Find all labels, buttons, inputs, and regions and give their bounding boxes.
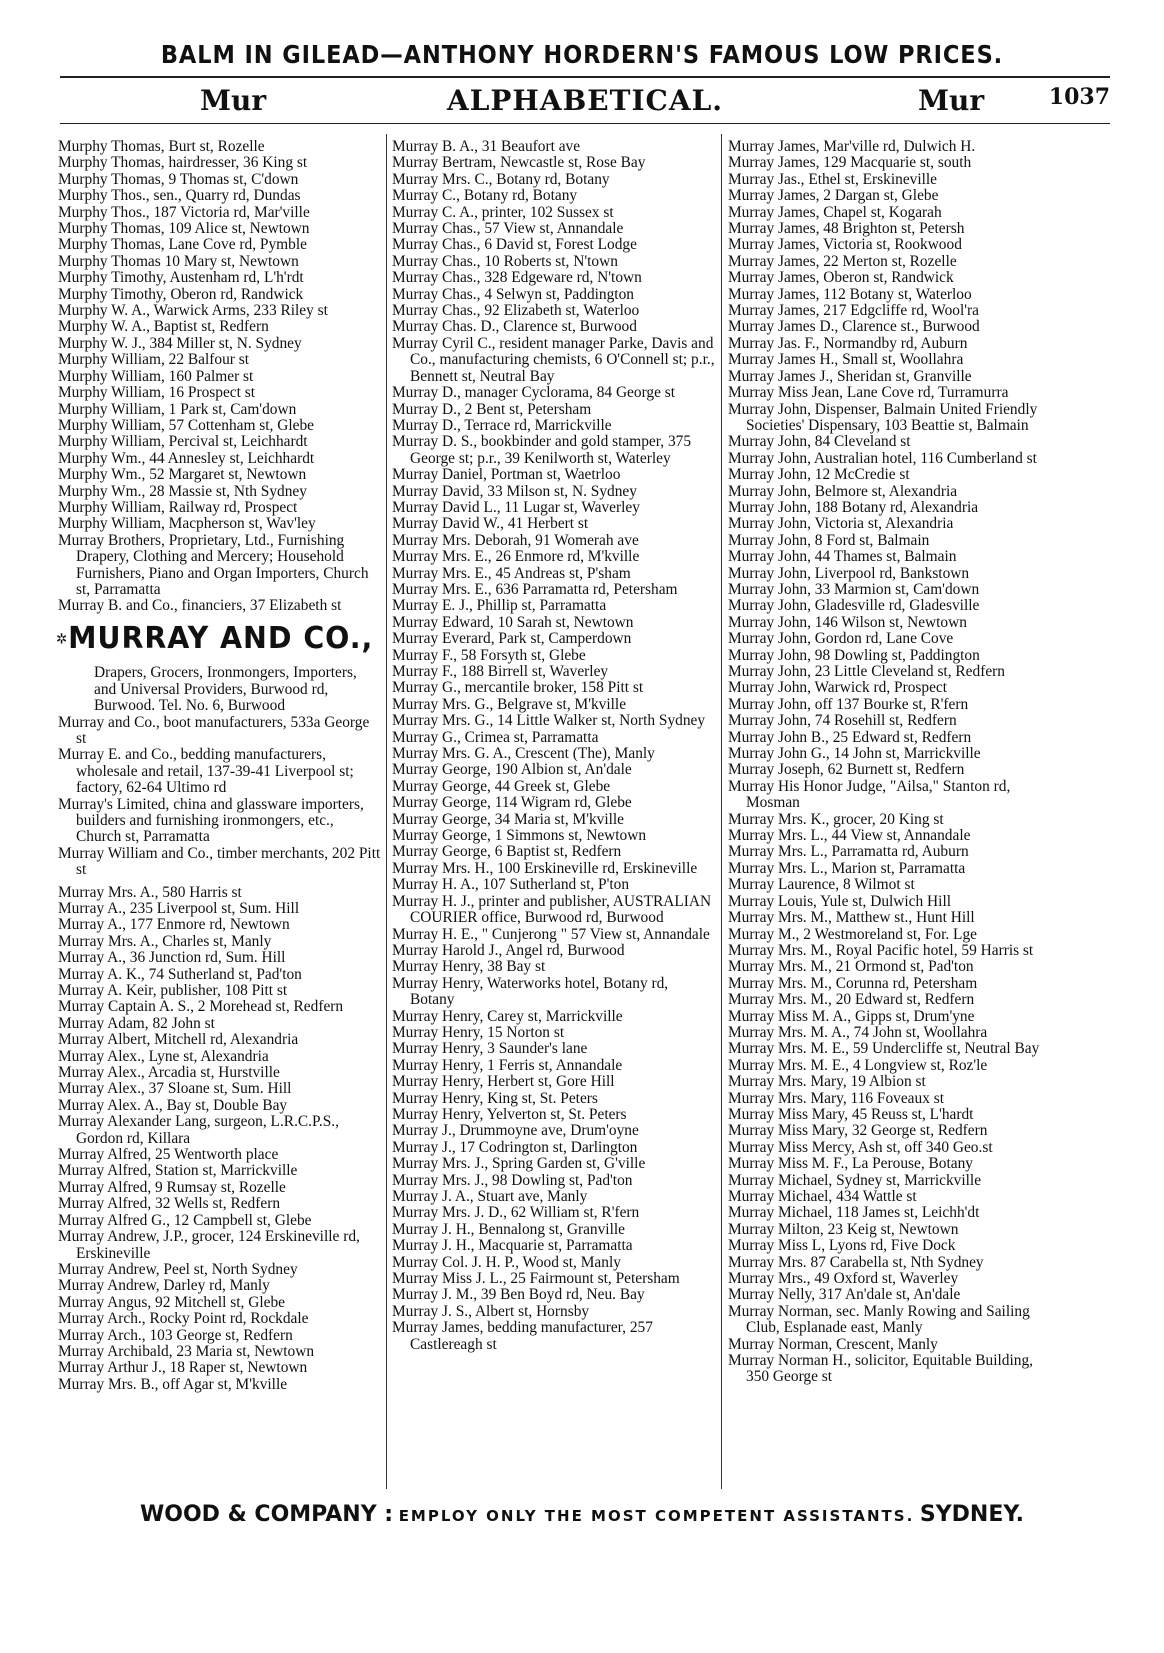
advertising-banner: BALM IN GILEAD—ANTHONY HORDERN'S FAMOUS LOW PRICES. [160, 40, 1004, 69]
header-title: ALPHABETICAL. [446, 84, 724, 117]
directory-entry: Murray J. H., Bennalong st, Granville [392, 1220, 625, 1238]
directory-entry: Murray Mrs. C., Botany rd, Botany [392, 170, 610, 188]
entry-list-1b [58, 715, 382, 879]
directory-entry: Murphy Thos., sen., Quarry rd, Dundas [58, 187, 301, 205]
directory-entry: Murray B. and Co., financiers, 37 Elizabeth st [58, 597, 342, 615]
directory-entry: Murray J. S., Albert st, Hornsby [392, 1302, 590, 1320]
directory-entry: Murray Alfred, 25 Wentworth place [58, 1146, 279, 1164]
directory-entry: Murphy Thomas, 109 Alice st, Newtown [58, 220, 310, 238]
directory-entry: Murray Chas., 10 Roberts st, N'town [392, 252, 618, 270]
directory-entry: Murray E. J., Phillip st, Parramatta [392, 597, 607, 615]
directory-entry: Murray Jas. F., Normandby rd, Auburn [728, 334, 968, 352]
directory-entry: Murray's Limited, china and glassware importers, builders and furnishing ironmongers, etc., Church st, Parramatta [58, 795, 364, 846]
directory-entry: Murray Henry, Waterworks hotel, Botany rd, Botany [392, 974, 669, 1009]
directory-entry: Murray Mrs. J. D., 62 William st, R'fern [392, 1204, 640, 1222]
directory-entry: Murray James, 112 Botany st, Waterloo [728, 285, 972, 303]
directory-entry: Murphy William, Railway rd, Prospect [58, 498, 298, 516]
entry-list-1c [58, 885, 382, 1394]
directory-entry: Murray Mrs. M. E., 4 Longview st, Roz'le [728, 1056, 988, 1074]
directory-entry: Murray Mrs. E., 26 Enmore rd, M'kville [392, 548, 640, 566]
directory-entry: Murray Alfred, 9 Rumsay st, Rozelle [58, 1178, 286, 1196]
directory-entry: Murray Mrs. M., Corunna rd, Petersham [728, 974, 978, 992]
directory-entry: Murray Mrs. G., 14 Little Walker st, North Sydney [392, 712, 706, 730]
directory-entry: Murray Mrs. G. A., Crescent (The), Manly [392, 745, 655, 763]
column-2 [392, 139, 716, 1353]
directory-entry: Murray C. A., printer, 102 Sussex st [392, 203, 614, 221]
directory-entry: Murray Jas., Ethel st, Erskineville [728, 170, 938, 188]
directory-entry: Murray John B., 25 Edward st, Redfern [728, 728, 972, 746]
directory-entry: Murphy Timothy, Oberon rd, Randwick [58, 285, 304, 303]
directory-entry: Murray John, Victoria st, Alexandria [728, 515, 954, 533]
directory-entry: Murray James, Chapel st, Kogarah [728, 203, 942, 221]
directory-entry: Murray William and Co., timber merchants, 202 Pitt st [58, 844, 381, 879]
directory-entry: Murphy William, Macpherson st, Wav'ley [58, 515, 316, 533]
directory-entry: Murray J. A., Stuart ave, Manly [392, 1188, 588, 1205]
header-left-index: Mur [200, 84, 267, 117]
directory-entry: Murray John, 146 Wilson st, Newtown [728, 613, 967, 631]
directory-entry: Murray Miss J. L., 25 Fairmount st, Petersham [392, 1270, 680, 1288]
directory-entry: Murray John, Dispenser, Balmain United Friendly Societies' Dispensary, 103 Beattie st, Balmain [728, 400, 1038, 434]
directory-entry: Murray Miss M. F., La Perouse, Botany [728, 1155, 974, 1173]
directory-entry: Murray Angus, 92 Mitchell st, Glebe [58, 1293, 285, 1311]
directory-entry: Murray Mrs. J., 98 Dowling st, Pad'ton [392, 1171, 633, 1189]
directory-entry: Murray Chas., 4 Selwyn st, Paddington [392, 285, 634, 303]
directory-entry: Murphy Thomas, Burt st, Rozelle [58, 138, 265, 155]
directory-entry: Murray Mrs. J., Spring Garden st, G'ville [392, 1155, 646, 1173]
directory-entry: Murphy Wm., 28 Massie st, Nth Sydney [58, 482, 307, 500]
page-header [60, 84, 1110, 120]
directory-entry: Murray John, Gordon rd, Lane Cove [728, 630, 954, 648]
directory-entry: Murray H. A., 107 Sutherland st, P'ton [392, 876, 630, 894]
directory-entry: Murray James, 129 Macquarie st, south [728, 154, 972, 172]
directory-entry: Murray Arch., 103 George st, Redfern [58, 1326, 293, 1344]
directory-entry: Murray Alfred, Station st, Marrickville [58, 1162, 298, 1180]
directory-entry: Murray Mrs. M., Matthew st., Hunt Hill [728, 909, 975, 927]
directory-entry: Murray Michael, 118 James st, Leichh'dt [728, 1204, 980, 1222]
directory-entry: Murray Mrs. L., Marion st, Parramatta [728, 859, 966, 877]
directory-entry: Murray Henry, 3 Saunder's lane [392, 1040, 588, 1058]
entry-list-1a [58, 139, 382, 615]
directory-entry: Murray Mrs. Mary, 19 Albion st [728, 1073, 926, 1091]
directory-entry: Murray A., 36 Junction rd, Sum. Hill [58, 949, 286, 967]
header-rule [60, 123, 1110, 124]
directory-entry: Murphy William, Percival st, Leichhardt [58, 433, 308, 451]
directory-entry: Murray Andrew, Peel st, North Sydney [58, 1260, 298, 1278]
directory-entry: Murray George, 6 Baptist st, Redfern [392, 843, 622, 861]
directory-entry: Murray John, 12 McCredie st [728, 466, 910, 484]
footer-slogan: EMPLOY ONLY THE MOST COMPETENT ASSISTANTS. [398, 1507, 915, 1525]
directory-entry: Murray Mrs. A., Charles st, Manly [58, 932, 272, 950]
directory-entry: Murray Alexander Lang, surgeon, L.R.C.P.S., Gordon rd, Killara [58, 1113, 339, 1147]
directory-entry: Murray Mrs. 87 Carabella st, Nth Sydney [728, 1253, 984, 1271]
directory-entry: Murray His Honor Judge, "Ailsa," Stanton rd, Mosman [728, 777, 1011, 812]
directory-entry: Murray Miss Jean, Lane Cove rd, Turramurra [728, 384, 1009, 402]
directory-entry: Murray George, 1 Simmons st, Newtown [392, 827, 647, 845]
directory-entry: Murray M., 2 Westmoreland st, For. Lge [728, 925, 977, 943]
directory-entry: Murray A., 235 Liverpool st, Sum. Hill [58, 899, 300, 917]
directory-entry: Murray Joseph, 62 Burnett st, Redfern [728, 761, 965, 779]
directory-entry: Murray Miss Mary, 45 Reuss st, L'hardt [728, 1105, 974, 1123]
directory-entry: Murray D., manager Cyclorama, 84 George st [392, 384, 676, 402]
directory-entry: Murray John, 188 Botany rd, Alexandria [728, 498, 979, 516]
directory-entry: Murray Daniel, Portman st, Waetrloo [392, 466, 621, 484]
directory-entry: Murphy Thomas, hairdresser, 36 King st [58, 154, 308, 172]
directory-entry: Murray James D., Clarence st., Burwood [728, 318, 980, 336]
directory-entry: Murray Michael, Sydney st, Marrickville [728, 1171, 982, 1189]
directory-entry: Murray George, 34 Maria st, M'kville [392, 810, 625, 828]
directory-entry: Murray Mrs. H., 100 Erskineville rd, Erskineville [392, 859, 698, 877]
directory-entry: Murray G., Crimea st, Parramatta [392, 728, 599, 746]
directory-entry: Murray Chas., 57 View st, Annandale [392, 220, 624, 238]
directory-entry: Murphy Thomas, Lane Cove rd, Pymble [58, 236, 307, 254]
directory-entry: Murray Norman, Crescent, Manly [728, 1335, 938, 1353]
directory-entry: Murray Mrs. E., 45 Andreas st, P'sham [392, 564, 631, 582]
directory-entry: Murray James, 2 Dargan st, Glebe [728, 187, 939, 205]
directory-entry: Murray James, Mar'ville rd, Dulwich H. [728, 138, 976, 155]
advertisement-description: Drapers, Grocers, Ironmongers, Importers, and Universal Providers, Burwood rd, Burwood. Tel. No. 6, Burwood [94, 664, 357, 715]
directory-entry: Murphy William, 1 Park st, Cam'down [58, 400, 297, 418]
directory-entry: Murray Mrs. M. E., 59 Undercliffe st, Neutral Bay [728, 1040, 1040, 1058]
directory-entry: Murray Norman H., solicitor, Equitable Building, 350 George st [728, 1352, 1034, 1386]
directory-entry: Murray Laurence, 8 Wilmot st [728, 876, 915, 894]
header-right-index: Mur [918, 84, 985, 117]
directory-entry: Murray Mrs. M. A., 74 John st, Woollahra [728, 1023, 988, 1041]
directory-entry: Murray Mrs. M., 21 Ormond st, Pad'ton [728, 958, 974, 976]
directory-entry: Murray John, 98 Dowling st, Paddington [728, 646, 980, 664]
directory-entry: Murray Arch., Rocky Point rd, Rockdale [58, 1310, 309, 1328]
directory-entry: Murray John, 33 Marmion st, Cam'down [728, 580, 980, 598]
directory-entry: Murray F., 58 Forsyth st, Glebe [392, 646, 586, 664]
directory-entry: Murray Henry, 38 Bay st [392, 958, 546, 976]
directory-entry: Murray Cyril C., resident manager Parke, Davis and Co., manufacturing chemists, 6 O'Connell st; p.r., Bennett st, Neutral Bay [392, 334, 715, 385]
column-divider [386, 134, 387, 1489]
directory-entry: Murray Harold J., Angel rd, Burwood [392, 941, 625, 959]
page-number: 1037 [1048, 84, 1110, 110]
directory-entry: Murray D., Terrace rd, Marrickville [392, 416, 612, 434]
directory-entry: Murray Andrew, Darley rd, Manly [58, 1277, 270, 1295]
directory-entry: Murray James, Victoria st, Rookwood [728, 236, 962, 254]
directory-entry: Murray Michael, 434 Wattle st [728, 1188, 917, 1205]
directory-entry: Murphy Thomas, 9 Thomas st, C'down [58, 170, 299, 188]
directory-entry: Murray John, Liverpool rd, Bankstown [728, 564, 970, 582]
directory-entry: Murray Miss Mary, 32 George st, Redfern [728, 1122, 988, 1140]
directory-entry: Murphy William, 57 Cottenham st, Glebe [58, 416, 315, 434]
directory-entry: Murray E. and Co., bedding manufacturers, wholesale and retail, 137-39-41 Liverpool st; factory, 62-64 Ultimo rd [58, 746, 354, 797]
directory-entry: Murray Edward, 10 Sarah st, Newtown [392, 613, 634, 631]
advertisement-title: MURRAY AND CO., [68, 620, 374, 656]
directory-entry: Murray A. Keir, publisher, 108 Pitt st [58, 982, 288, 999]
directory-entry: Murphy William, 160 Palmer st [58, 367, 254, 385]
directory-entry: Murray Miss Mercy, Ash st, off 340 Geo.st [728, 1138, 993, 1156]
top-rule [60, 76, 1110, 78]
directory-entry: Murray Mrs. B., off Agar st, M'kville [58, 1375, 288, 1393]
directory-entry: Murray Mrs., 49 Oxford st, Waverley [728, 1270, 959, 1288]
directory-entry: Murray James J., Sheridan st, Granville [728, 367, 972, 385]
directory-entry: Murray Mrs. A., 580 Harris st [58, 883, 242, 901]
directory-entry: Murray John G., 14 John st, Marrickville [728, 745, 981, 763]
directory-entry: Murray James, 22 Merton st, Rozelle [728, 252, 957, 270]
directory-entry: Murray J. H., Macquarie st, Parramatta [392, 1237, 633, 1255]
directory-entry: Murray Henry, 1 Ferris st, Annandale [392, 1056, 623, 1074]
directory-entry: Murray Mrs. M., 20 Edward st, Redfern [728, 991, 975, 1009]
directory-entry: Murray James, 48 Brighton st, Petersh [728, 220, 965, 238]
directory-entry: Murray Henry, Herbert st, Gore Hill [392, 1073, 615, 1091]
directory-entry: Murray Mrs. L., Parramatta rd, Auburn [728, 843, 969, 861]
footer-advertisement [0, 1502, 1164, 1527]
directory-entry: Murray Everard, Park st, Camperdown [392, 630, 632, 648]
directory-entry: Murray Henry, Yelverton st, St. Peters [392, 1105, 627, 1123]
directory-entry: Murray C., Botany rd, Botany [392, 187, 578, 205]
column-3 [728, 139, 1058, 1386]
directory-entry: Murray Brothers, Proprietary, Ltd., Furnishing Drapery, Clothing and Mercery; Household Furnishers, Piano and Organ Importers, Church st, Parramatta [58, 531, 369, 598]
directory-entry: Murray George, 44 Greek st, Glebe [392, 777, 611, 795]
footer-company: WOOD & COMPANY : [140, 1502, 394, 1527]
directory-entry: Murray G., mercantile broker, 158 Pitt st [392, 679, 644, 697]
directory-entry: Murray David, 33 Milson st, N. Sydney [392, 482, 637, 500]
directory-entry: Murphy Timothy, Austenham rd, L'h'rdt [58, 269, 304, 287]
directory-entry: Murray Henry, King st, St. Peters [392, 1089, 598, 1107]
column-divider [721, 134, 722, 1489]
directory-entry: Murray John, 74 Rosehill st, Redfern [728, 712, 957, 730]
directory-entry: Murray James H., Small st, Woollahra [728, 351, 964, 369]
directory-entry: Murray John, Gladesville rd, Gladesville [728, 597, 980, 615]
directory-entry: Murray Milton, 23 Keig st, Newtown [728, 1220, 959, 1238]
directory-entry: Murray John, 44 Thames st, Balmain [728, 548, 957, 566]
directory-entry: Murray Chas., 328 Edgeware rd, N'town [392, 269, 642, 287]
directory-entry: Murray Mrs. Mary, 116 Foveaux st [728, 1089, 945, 1107]
directory-entry: Murray Alex. A., Bay st, Double Bay [58, 1096, 288, 1114]
directory-entry: Murray John, Belmore st, Alexandria [728, 482, 958, 500]
directory-entry: Murray Miss M. A., Gipps st, Drum'yne [728, 1007, 975, 1025]
directory-entry: Murray J. M., 39 Ben Boyd rd, Neu. Bay [392, 1286, 645, 1304]
directory-entry: Murray Arthur J., 18 Raper st, Newtown [58, 1359, 308, 1377]
directory-entry: Murray and Co., boot manufacturers, 533a George st [58, 713, 370, 747]
column-1 [58, 139, 382, 1393]
directory-entry: Murray John, Australian hotel, 116 Cumberland st [728, 449, 1037, 467]
directory-entry: Murray David W., 41 Herbert st [392, 515, 589, 533]
directory-entry: Murray Adam, 82 John st [58, 1014, 215, 1032]
directory-entry: Murray John, Warwick rd, Prospect [728, 679, 948, 697]
directory-entry: Murray Archibald, 23 Maria st, Newtown [58, 1342, 315, 1360]
directory-entry: Murray H. J., printer and publisher, AUSTRALIAN COURIER office, Burwood rd, Burwood [392, 892, 712, 927]
directory-entry: Murray H. E., " Cunjerong " 57 View st, Annandale [392, 925, 710, 943]
directory-entry: Murray Mrs. M., Royal Pacific hotel, 59 Harris st [728, 941, 1034, 959]
directory-entry: Murray Chas., 6 David st, Forest Lodge [392, 236, 637, 254]
directory-entry: Murray Henry, 15 Norton st [392, 1023, 565, 1041]
directory-entry: Murray Mrs. L., 44 View st, Annandale [728, 827, 971, 845]
directory-entry: Murray J., Drummoyne ave, Drum'oyne [392, 1122, 639, 1140]
directory-entry: Murphy W. A., Baptist st, Redfern [58, 318, 269, 336]
advertisement-name [56, 620, 374, 658]
directory-entry: Murray D. S., bookbinder and gold stamper, 375 George st; p.r., 39 Kenilworth st, Waterley [392, 433, 692, 467]
footer-city: SYDNEY. [919, 1502, 1024, 1527]
directory-entry: Murray Miss L, Lyons rd, Five Dock [728, 1237, 956, 1255]
directory-entry: Murray James, 217 Edgcliffe rd, Wool'ra [728, 302, 979, 320]
directory-entry: Murray Andrew, J.P., grocer, 124 Erskineville rd, Erskineville [58, 1228, 360, 1262]
directory-entry: Murray James, bedding manufacturer, 257 Castlereagh st [392, 1319, 653, 1353]
directory-entry: Murray Mrs. G., Belgrave st, M'kville [392, 695, 627, 713]
directory-entry: Murray Albert, Mitchell rd, Alexandria [58, 1031, 299, 1049]
directory-entry: Murray Henry, Carey st, Marrickville [392, 1007, 623, 1025]
directory-entry: Murray D., 2 Bent st, Petersham [392, 400, 592, 418]
directory-entry: Murray Col. J. H. P., Wood st, Manly [392, 1253, 621, 1271]
directory-entry: Murphy Wm., 52 Margaret st, Newtown [58, 466, 307, 484]
directory-entry: Murray F., 188 Birrell st, Waverley [392, 663, 609, 680]
directory-entry: Murray John, 8 Ford st, Balmain [728, 531, 930, 549]
directory-entry: Murray Nelly, 317 An'dale st, An'dale [728, 1286, 961, 1304]
directory-entry: Murphy Wm., 44 Annesley st, Leichhardt [58, 449, 315, 467]
directory-entry: Murray A., 177 Enmore rd, Newtown [58, 916, 290, 934]
directory-entry: Murray David L., 11 Lugar st, Waverley [392, 498, 640, 516]
directory-entry: Murray Mrs. E., 636 Parramatta rd, Petersham [392, 580, 678, 598]
directory-entry: Murray Alex., Arcadia st, Hurstville [58, 1064, 280, 1082]
directory-entry: Murray John, 84 Cleveland st [728, 433, 911, 451]
directory-entry: Murray James, Oberon st, Randwick [728, 269, 954, 287]
pointer-mark: ✲ [56, 631, 69, 648]
directory-entry: Murray John, off 137 Bourke st, R'fern [728, 695, 969, 713]
directory-entry: Murray Chas. D., Clarence st, Burwood [392, 318, 637, 336]
directory-entry: Murray Bertram, Newcastle st, Rose Bay [392, 154, 646, 172]
directory-entry: Murray Alfred, 32 Wells st, Redfern [58, 1195, 281, 1213]
directory-entry: Murray Louis, Yule st, Dulwich Hill [728, 892, 951, 910]
directory-entry: Murray J., 17 Codrington st, Darlington [392, 1138, 638, 1156]
directory-entry: Murray Alex., 37 Sloane st, Sum. Hill [58, 1080, 292, 1098]
directory-entry: Murphy William, 16 Prospect st [58, 384, 256, 402]
directory-entry: Murphy William, 22 Balfour st [58, 351, 250, 369]
directory-entry: Murray B. A., 31 Beaufort ave [392, 138, 581, 155]
directory-entry: Murphy W. A., Warwick Arms, 233 Riley st [58, 302, 328, 320]
directory-entry: Murray A. K., 74 Sutherland st, Pad'ton [58, 965, 302, 983]
directory-entry: Murray Mrs. Deborah, 91 Womerah ave [392, 531, 639, 549]
directory-entry: Murray Alex., Lyne st, Alexandria [58, 1047, 269, 1065]
directory-entry: Murray George, 190 Albion st, An'dale [392, 761, 632, 779]
directory-entry: Murphy Thos., 187 Victoria rd, Mar'ville [58, 203, 310, 221]
directory-entry: Murray Norman, sec. Manly Rowing and Sailing Club, Esplanade east, Manly [728, 1302, 1030, 1337]
directory-entry: Murphy W. J., 384 Miller st, N. Sydney [58, 334, 302, 352]
entry-list-2 [392, 139, 716, 1353]
directory-entry: Murray Captain A. S., 2 Morehead st, Redfern [58, 998, 344, 1016]
directory-entry: Murray Mrs. K., grocer, 20 King st [728, 810, 944, 828]
directory-entry: Murray George, 114 Wigram rd, Glebe [392, 794, 632, 812]
directory-entry: Murphy Thomas 10 Mary st, Newtown [58, 252, 299, 270]
directory-entry: Murray John, 23 Little Cleveland st, Redfern [728, 663, 1005, 680]
directory-entry: Murray Alfred G., 12 Campbell st, Glebe [58, 1211, 312, 1229]
entry-list-3 [728, 139, 1058, 1386]
directory-entry: Murray Chas., 92 Elizabeth st, Waterloo [392, 302, 640, 320]
